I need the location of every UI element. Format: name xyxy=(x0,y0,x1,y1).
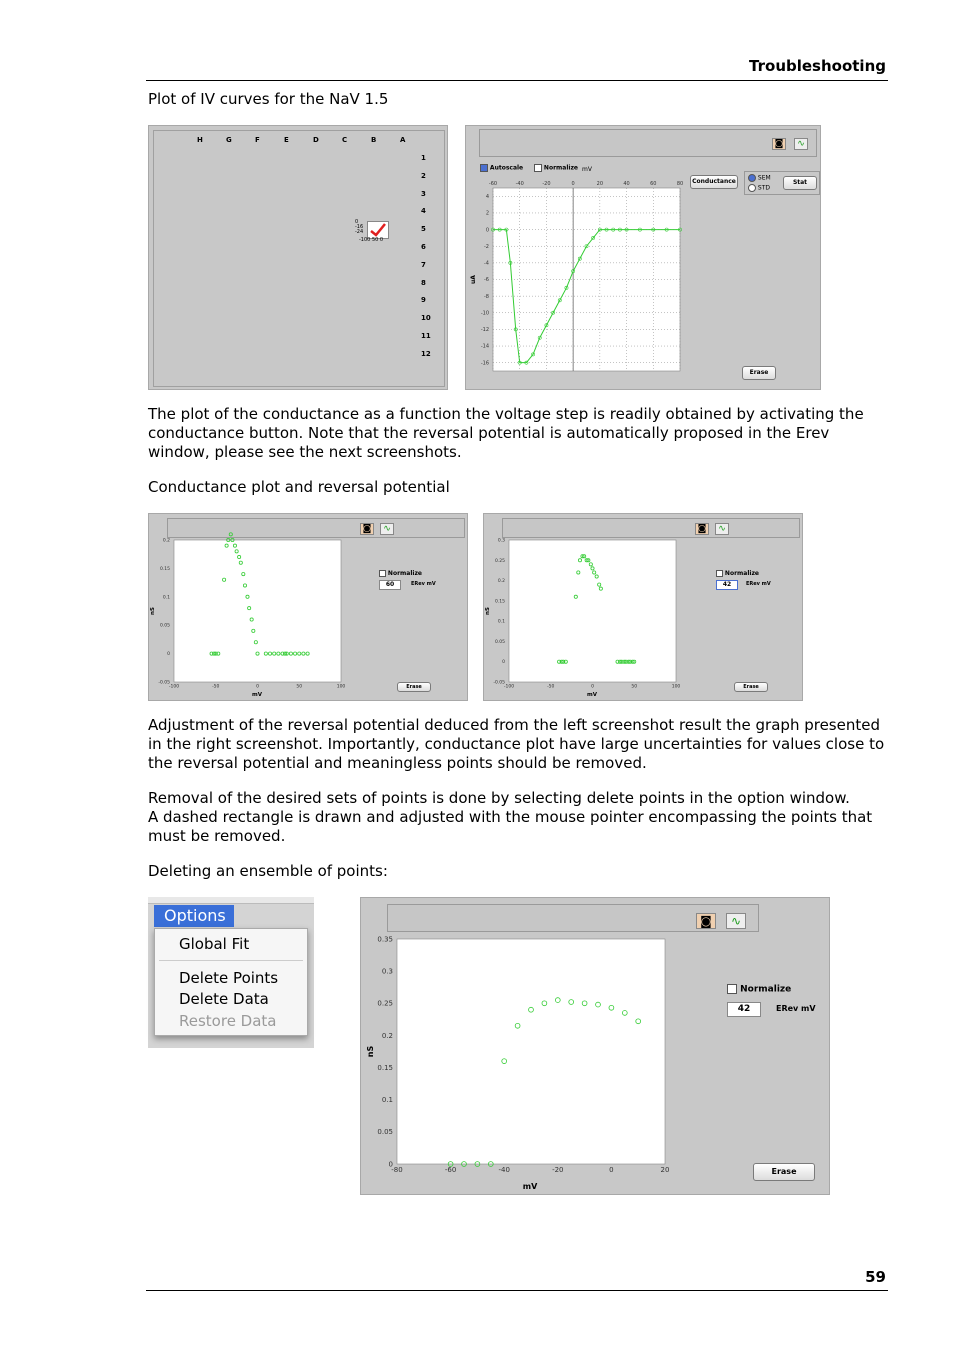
erase-button[interactable]: Erase xyxy=(742,366,776,380)
erev-input[interactable]: 60 xyxy=(379,580,401,590)
y-tick-label: 0.25 xyxy=(377,999,393,1008)
y-tick-label: -8 xyxy=(484,293,489,300)
menu-item-global-fit[interactable]: Global Fit xyxy=(179,935,250,953)
conductance-left-chart[interactable] xyxy=(149,514,469,702)
plate-row-label[interactable]: 2 xyxy=(421,171,426,180)
y-tick-label: -2 xyxy=(484,243,489,250)
y-tick-label: 0.2 xyxy=(497,579,505,585)
plate-column-label[interactable]: E xyxy=(284,136,289,144)
plate-row-label[interactable]: 9 xyxy=(421,296,426,305)
camera-icon[interactable]: ◙ xyxy=(772,138,786,150)
conductance-panel-right xyxy=(483,513,803,701)
plot-area xyxy=(509,540,676,682)
erev-label: ERev mV xyxy=(746,581,771,587)
std-radio[interactable]: STD xyxy=(748,184,770,192)
x-tick-label: -50 xyxy=(547,684,555,690)
x-axis-title: mV xyxy=(252,692,262,698)
plate-row-label[interactable]: 6 xyxy=(421,243,426,251)
curve-export-icon[interactable]: ∿ xyxy=(380,523,394,535)
x-tick-label: 0 xyxy=(609,1166,614,1174)
y-tick-label: 0.2 xyxy=(162,538,170,544)
y-tick-label: -12 xyxy=(480,327,489,334)
y-tick-label: -4 xyxy=(484,260,489,267)
iv-chart[interactable] xyxy=(466,126,822,391)
plate-row-label[interactable]: 4 xyxy=(421,207,426,216)
normalize-checkbox[interactable]: Normalize xyxy=(534,164,578,172)
plate-row-label[interactable]: 12 xyxy=(421,349,431,358)
conductance-panel-large xyxy=(360,897,830,1195)
plate-row-label[interactable]: 5 xyxy=(421,225,426,234)
plate-column-label[interactable]: D xyxy=(313,136,319,144)
checkmark-icon xyxy=(368,222,388,238)
x-tick-label: 0 xyxy=(256,684,259,690)
plate-column-label[interactable]: H xyxy=(197,136,203,144)
sem-std-group xyxy=(744,171,820,195)
footer-rule xyxy=(146,1290,888,1291)
y-tick-label: 0.1 xyxy=(497,619,505,625)
y-tick-label: -0.05 xyxy=(158,680,170,686)
y-tick-label: 0.2 xyxy=(381,1031,393,1040)
y-tick-label: -16 xyxy=(480,360,489,367)
x-tick-label: 50 xyxy=(296,684,303,690)
conductance-large-chart[interactable] xyxy=(361,898,831,1196)
y-axis-title: uA xyxy=(470,275,477,284)
menu-item-delete-data[interactable]: Delete Data xyxy=(179,990,269,1008)
x-tick-label: 100 xyxy=(336,684,346,690)
normalize-checkbox[interactable]: Normalize xyxy=(716,570,759,577)
autoscale-checkbox[interactable]: Autoscale xyxy=(480,164,523,172)
well-mini-labels: 0 -16 -24 xyxy=(355,219,364,235)
stat-button[interactable]: Stat xyxy=(783,176,817,190)
caption-iv-curves: Plot of IV curves for the NaV 1.5 xyxy=(148,90,389,108)
plate-row-label[interactable]: 3 xyxy=(421,189,426,198)
y-axis-title: nS xyxy=(150,607,156,615)
y-tick-label: -10 xyxy=(480,310,489,317)
y-tick-label: 0 xyxy=(502,660,505,666)
y-tick-label: 0.3 xyxy=(381,967,393,976)
x-tick-label: 100 xyxy=(671,684,681,690)
plate-column-label[interactable]: A xyxy=(400,136,406,144)
conductance-right-chart[interactable] xyxy=(484,514,804,702)
plate-row-label[interactable]: 8 xyxy=(421,278,426,287)
plate-column-label[interactable]: C xyxy=(342,136,348,144)
menu-item-delete-points[interactable]: Delete Points xyxy=(179,969,279,987)
x-unit-label: mV xyxy=(582,166,592,173)
camera-icon[interactable]: ◙ xyxy=(696,913,716,929)
erase-button[interactable]: Erase xyxy=(753,1163,815,1181)
options-menu-title[interactable]: Options xyxy=(154,905,234,927)
x-tick-label: -20 xyxy=(552,1166,564,1174)
well-mini-axis: -100 50 0 xyxy=(359,237,384,243)
x-tick-label: -60 xyxy=(488,181,498,187)
erase-button[interactable]: Erase xyxy=(734,682,768,692)
options-menu-screenshot xyxy=(148,897,314,1048)
plate-column-label[interactable]: G xyxy=(226,136,232,144)
x-tick-label: -100 xyxy=(168,684,180,690)
y-tick-label: 0 xyxy=(485,227,489,234)
y-tick-label: 0.05 xyxy=(494,639,505,645)
y-tick-label: 4 xyxy=(485,193,489,200)
x-tick-label: -40 xyxy=(498,1166,510,1174)
x-tick-label: 0 xyxy=(591,684,594,690)
data-point xyxy=(229,533,232,536)
plate-row-label[interactable]: 11 xyxy=(421,332,431,340)
x-tick-label: 60 xyxy=(650,181,657,187)
x-axis-title: mV xyxy=(522,1182,538,1191)
y-tick-label: 0.15 xyxy=(377,1063,393,1072)
camera-icon[interactable]: ◙ xyxy=(360,523,374,535)
curve-export-icon[interactable]: ∿ xyxy=(715,523,729,535)
caption-conductance: Conductance plot and reversal potential xyxy=(148,478,450,496)
running-header: Troubleshooting xyxy=(749,57,886,75)
x-tick-label: -100 xyxy=(503,684,515,690)
x-tick-label: -20 xyxy=(542,181,551,187)
erev-input[interactable]: 42 xyxy=(716,580,738,590)
conductance-panel-left xyxy=(148,513,468,701)
iv-panel xyxy=(465,125,821,390)
x-tick-label: -80 xyxy=(391,1166,403,1174)
x-tick-label: 20 xyxy=(660,1166,670,1174)
x-tick-label: 0 xyxy=(571,181,575,187)
y-tick-label: -0.05 xyxy=(493,680,505,686)
x-tick-label: 80 xyxy=(676,181,684,187)
camera-icon[interactable]: ◙ xyxy=(695,523,709,535)
y-axis-title: nS xyxy=(485,607,491,615)
x-tick-label: 20 xyxy=(596,181,604,187)
y-tick-label: 0.25 xyxy=(494,558,505,564)
paragraph-removal-line1: Removal of the desired sets of points is done by selecting delete points in the option window. xyxy=(148,789,850,807)
options-dropdown xyxy=(154,928,308,1036)
erev-input[interactable]: 42 xyxy=(727,1002,761,1017)
header-rule xyxy=(146,80,888,81)
curve-export-icon[interactable]: ∿ xyxy=(794,138,808,150)
paragraph-adjustment: Adjustment of the reversal potential deduced from the left screenshot result the graph presented in the right screenshot. Importantly, conductance plot have large uncertainties for values close to the reversal potential and meaningless points should be removed. xyxy=(148,716,885,772)
plate-row-label[interactable]: 1 xyxy=(421,154,426,162)
x-axis-title: mV xyxy=(587,692,597,698)
plate-panel xyxy=(148,125,448,390)
sem-radio[interactable]: SEM xyxy=(748,174,771,182)
curve-export-icon[interactable]: ∿ xyxy=(726,913,746,929)
plot-area xyxy=(397,939,665,1164)
x-tick-label: 40 xyxy=(623,181,630,187)
x-tick-label: 50 xyxy=(631,684,638,690)
erev-label: ERev mV xyxy=(776,1004,816,1013)
plate-row-label[interactable]: 10 xyxy=(421,314,431,323)
paragraph-conductance: The plot of the conductance as a function the voltage step is readily obtained by activating the conductance button. Note that the reversal potential is automatically proposed in the Erev window, please see the next screenshots. xyxy=(148,405,864,461)
erase-button[interactable]: Erase xyxy=(397,682,431,692)
normalize-checkbox[interactable]: Normalize xyxy=(379,570,422,577)
plate-column-label[interactable]: F xyxy=(255,136,260,144)
y-tick-label: 0 xyxy=(167,652,170,658)
conductance-button[interactable]: Conductance xyxy=(690,175,738,189)
page-number: 59 xyxy=(865,1268,886,1286)
plate-frame xyxy=(153,130,445,387)
y-tick-label: 0.1 xyxy=(381,1096,393,1105)
normalize-checkbox[interactable]: Normalize xyxy=(727,984,791,995)
paragraph-removal-line2: A dashed rectangle is drawn and adjusted with the mouse pointer encompassing the points that must be removed. xyxy=(148,808,873,845)
menu-item-restore-data: Restore Data xyxy=(179,1012,277,1030)
plate-row-label[interactable]: 7 xyxy=(421,260,426,269)
paragraph-removal xyxy=(148,789,888,846)
x-tick-label: -50 xyxy=(212,684,220,690)
plate-column-label[interactable]: B xyxy=(371,136,377,144)
y-tick-label: 0.3 xyxy=(497,538,505,544)
y-tick-label: 2 xyxy=(485,210,489,217)
y-tick-label: 0.15 xyxy=(494,599,505,605)
y-axis-title: nS xyxy=(366,1045,375,1058)
y-tick-label: 0.05 xyxy=(377,1128,393,1137)
menu-divider xyxy=(159,960,303,961)
caption-deleting: Deleting an ensemble of points: xyxy=(148,862,388,880)
y-tick-label: 0.1 xyxy=(162,595,170,601)
x-tick-label: -40 xyxy=(515,181,524,187)
y-tick-label: 0.05 xyxy=(159,623,170,629)
plot-area xyxy=(174,540,341,682)
y-tick-label: 0 xyxy=(388,1160,393,1169)
y-tick-label: 0.15 xyxy=(159,566,170,572)
y-tick-label: -6 xyxy=(484,277,489,284)
x-tick-label: -60 xyxy=(444,1166,457,1174)
y-tick-label: -14 xyxy=(480,343,489,350)
erev-label: ERev mV xyxy=(411,581,436,587)
y-tick-label: 0.35 xyxy=(377,935,393,944)
menubar-strip xyxy=(148,897,314,904)
